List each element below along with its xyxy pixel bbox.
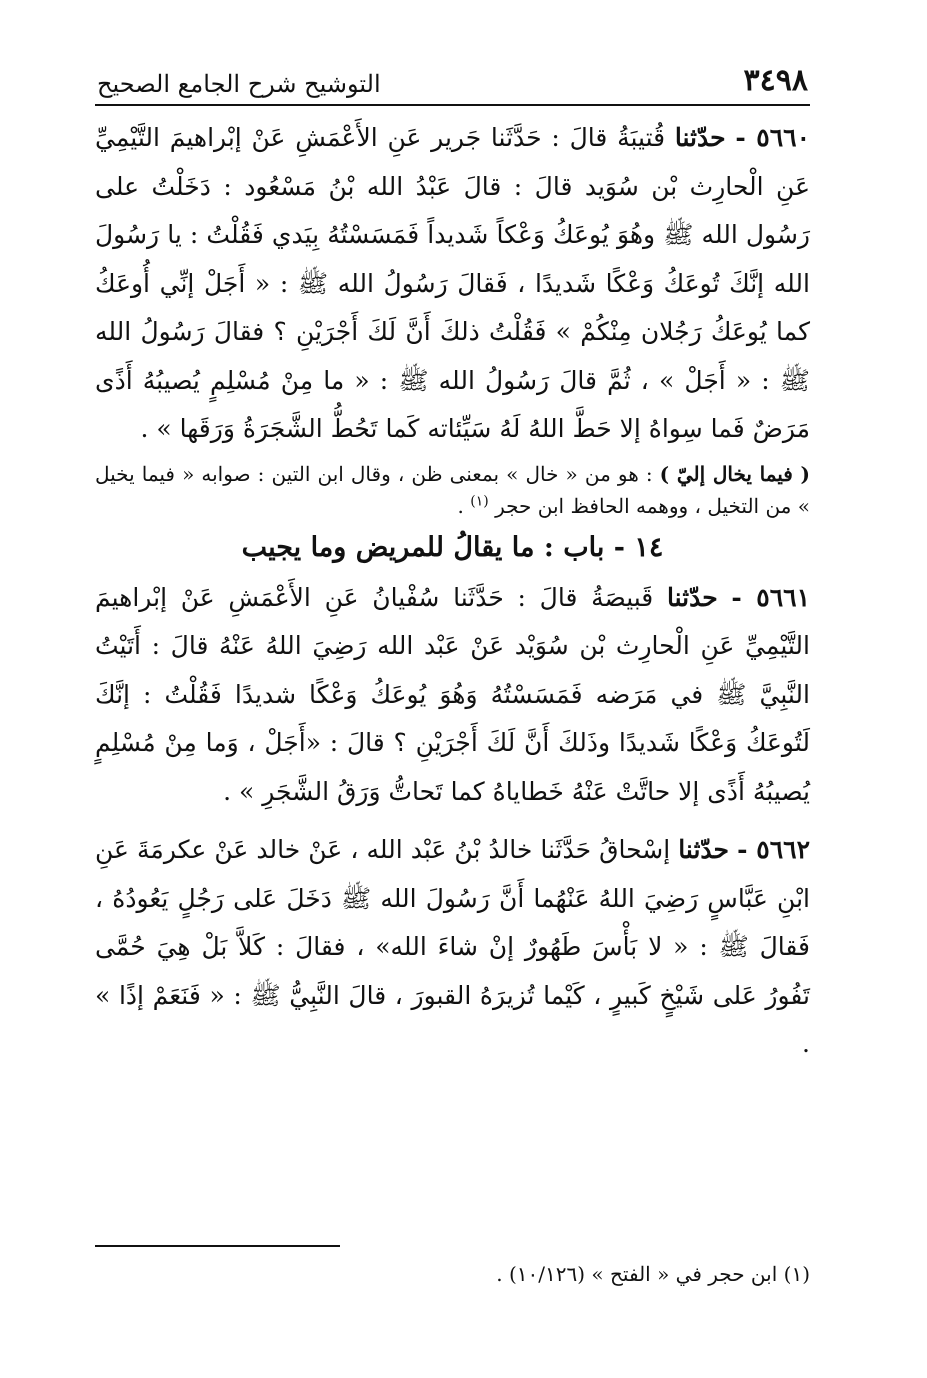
hadith-5661	[95, 574, 810, 817]
chapter-heading: ١٤ - باب : ما يقالُ للمريض وما يجيب	[241, 531, 664, 563]
book-page	[95, 58, 810, 1069]
commentary-paragraph	[95, 458, 810, 522]
hadith-number: ٥٦٦٠ -	[735, 123, 810, 152]
hadith-intro: حدّثنا	[678, 835, 729, 864]
hadith-number: ٥٦٦٢ -	[737, 835, 810, 864]
commentary-text: : هو من « خال » بمعنى ظن ، وقال ابن التين : صوابه « فيما يخيل » من التخيل ، ووهمه الحافظ ابن حجر	[95, 461, 810, 518]
commentary-end: .	[457, 493, 464, 518]
commentary-lemma: ( فيما يخال إليّ )	[659, 461, 811, 486]
page-number: ٣٤٩٨	[743, 63, 808, 98]
footnote: (١) ابن حجر في « الفتح » (١٠/١٢٦) .	[496, 1262, 810, 1286]
page-header	[95, 58, 810, 106]
hadith-text: قُتيبَةُ قالَ : حَدَّثَنا جَرير عَنِ الأَعْمَشِ عَنْ إبْراهيمَ التَّيْمِيِّ عَنِ الْحارِث بْن سُوَيد قالَ : قالَ عَبْدُ الله بْنُ مَسْعُود : دَخَلْتُ على رَسُول الله ﷺ وهُوَ يُوعَكُ وَعْكاً شَديداً فَمَسَسْتُهُ بِيَدي فَقُلْتُ : يا رَسُولَ الله إنَّكَ تُوعَكُ وَعْكًا شَديدًا ، فَقالَ رَسُولُ الله ﷺ : « أَجَلْ إنِّي أُوعَكُ كما يُوعَكُ رَجُلان مِنْكُمْ » فَقُلْتُ ذلكَ أَنَّ لَكَ أَجْرَيْنِ ؟ فقالَ رَسُولُ الله ﷺ : « أَجَلْ » ، ثُمَّ قالَ رَسُولُ الله ﷺ : « ما مِنْ مُسْلِمٍ يُصيبُهُ أَذًى مَرَضٌ فَما سِواهُ إلا حَطَّ اللهُ لَهُ سَيِّئاته كَما تَحُطُّ الشَّجَرَةُ وَرَقَها » .	[95, 123, 810, 443]
footnote-reference[interactable]: (١)	[470, 492, 489, 509]
hadith-5662	[95, 826, 810, 1069]
hadith-text: قَبيصَةُ قالَ : حَدَّثَنا سُفْيانُ عَنِ الأَعْمَشِ عَنْ إبْراهيمَ التَّيْمِيِّ عَنِ الْحارِث بْن سُوَيْد عَنْ عَبْد الله رَضِيَ اللهُ عَنْهُ قالَ : أَتَيْتُ النَّبِيَّ ﷺ في مَرَضه فَمَسَسْتُهُ وَهُوَ يُوعَكُ وَعْكًا شديدًا فَقُلْتُ : إنَّكَ لَتُوعَكُ وَعْكًا شَديدًا وذَلكَ أَنَّ لَكَ أَجْرَيْنِ ؟ قالَ : «أَجَلْ ، وَما مِنْ مُسْلِمٍ يُصيبُهُ أَذًى إلا حاتَّتْ عَنْهُ خَطاياهُ كما تَحاتُّ وَرَقُ الشَّجَرِ » .	[95, 582, 810, 806]
hadith-intro: حدّثنا	[674, 123, 726, 152]
running-title: التوشيح شرح الجامع الصحيح	[97, 70, 381, 98]
footnote-divider	[95, 1245, 340, 1247]
hadith-intro: حدّثنا	[666, 582, 718, 612]
hadith-text: إسْحاقُ حَدَّثَنا خالدُ بْنُ عَبْد الله ، عَنْ خالد عَنْ عكرمَةَ عَنِ ابْنِ عَبَّاسٍ رَضِيَ اللهُ عَنْهُما أَنَّ رَسُولَ الله ﷺ دَخَلَ عَلى رَجُلٍ يَعُودُهُ ، فَقالَ ﷺ : « لا بَأْسَ طَهُورٌ إنْ شاءَ الله» ، فقالَ : كَلاَّ بَلْ هِيَ حُمَّى تَفُورُ عَلى شَيْخٍ كَبيرٍ ، كَيْما تُزيرَهُ القبورَ ، قالَ النَّبِيُّ ﷺ : « فَنَعَمْ إذًا » .	[95, 835, 810, 1058]
hadith-number: ٥٦٦١ -	[731, 582, 810, 612]
hadith-5660	[95, 114, 810, 454]
